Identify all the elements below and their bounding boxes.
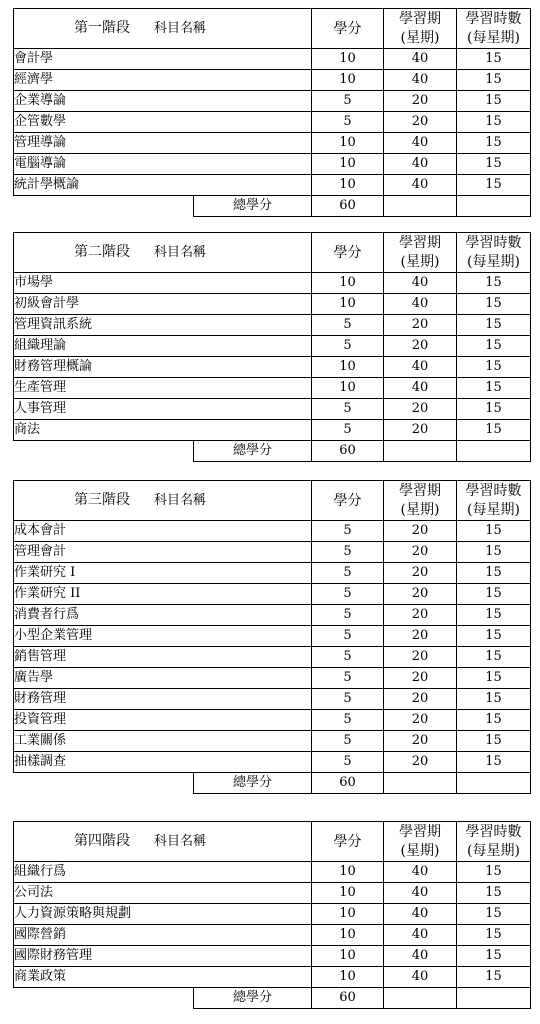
total-hours-empty (457, 196, 531, 217)
total-weeks-empty (384, 988, 457, 1009)
total-spacer (14, 196, 194, 217)
course-hours: 15 (457, 563, 531, 584)
course-hours: 15 (457, 336, 531, 357)
hours-header-line2: (每星期) (467, 843, 520, 859)
course-weeks: 20 (384, 420, 457, 441)
hours-header-line1: 學習時數 (465, 11, 522, 27)
stage-table (13, 821, 531, 1009)
course-hours: 15 (457, 752, 531, 773)
course-weeks: 40 (384, 273, 457, 294)
total-hours-empty (457, 773, 531, 794)
course-name: 工業關係 (14, 731, 312, 752)
course-hours: 15 (457, 668, 531, 689)
course-credits: 5 (312, 399, 384, 420)
total-spacer (14, 988, 194, 1009)
course-name: 國際財務管理 (14, 946, 312, 967)
subject-header: 科目名稱 (154, 834, 207, 849)
stage-name: 第二階段 (74, 244, 130, 260)
course-row (14, 904, 531, 925)
total-row (14, 196, 531, 217)
course-credits: 10 (312, 925, 384, 946)
subject-header: 科目名稱 (154, 493, 207, 508)
hours-header-line1: 學習時數 (465, 824, 522, 840)
total-credits: 60 (312, 196, 384, 217)
course-hours: 15 (457, 967, 531, 988)
stage-table (13, 232, 531, 462)
credits-header: 學分 (312, 233, 384, 273)
course-credits: 10 (312, 357, 384, 378)
course-hours: 15 (457, 710, 531, 731)
course-row (14, 668, 531, 689)
course-row (14, 49, 531, 70)
course-row (14, 70, 531, 91)
course-weeks: 40 (384, 49, 457, 70)
stage-header-row (14, 233, 531, 273)
subject-header: 科目名稱 (154, 245, 207, 260)
course-hours: 15 (457, 626, 531, 647)
course-name: 會計學 (14, 49, 312, 70)
total-row (14, 988, 531, 1009)
weeks-header-line1: 學習期 (399, 824, 442, 840)
course-weeks: 20 (384, 584, 457, 605)
hours-header-line2: (每星期) (467, 30, 520, 46)
course-hours: 15 (457, 133, 531, 154)
course-row (14, 542, 531, 563)
course-name: 投資管理 (14, 710, 312, 731)
course-weeks: 20 (384, 731, 457, 752)
course-hours: 15 (457, 70, 531, 91)
total-spacer (14, 441, 194, 462)
course-credits: 5 (312, 605, 384, 626)
course-row (14, 584, 531, 605)
course-hours: 15 (457, 542, 531, 563)
weeks-header (384, 822, 457, 862)
course-row (14, 294, 531, 315)
course-hours: 15 (457, 91, 531, 112)
stage-header-cell (14, 9, 312, 49)
course-weeks: 20 (384, 752, 457, 773)
course-credits: 10 (312, 294, 384, 315)
course-credits: 10 (312, 133, 384, 154)
course-name: 企業導論 (14, 91, 312, 112)
course-credits: 10 (312, 49, 384, 70)
stage-table (13, 480, 531, 794)
course-row (14, 946, 531, 967)
course-credits: 5 (312, 689, 384, 710)
course-weeks: 20 (384, 563, 457, 584)
course-name: 組織行爲 (14, 862, 312, 883)
course-name: 人力資源策略與規劃 (14, 904, 312, 925)
hours-header (457, 9, 531, 49)
course-credits: 5 (312, 542, 384, 563)
course-name: 人事管理 (14, 399, 312, 420)
course-row (14, 133, 531, 154)
course-name: 國際營銷 (14, 925, 312, 946)
hours-header (457, 233, 531, 273)
course-row (14, 521, 531, 542)
course-weeks: 40 (384, 883, 457, 904)
course-row (14, 689, 531, 710)
stage-name: 第三階段 (74, 492, 130, 508)
course-weeks: 20 (384, 91, 457, 112)
course-hours: 15 (457, 154, 531, 175)
course-name: 電腦導論 (14, 154, 312, 175)
course-row (14, 752, 531, 773)
weeks-header-line2: (星期) (400, 30, 440, 46)
course-credits: 5 (312, 647, 384, 668)
course-weeks: 20 (384, 626, 457, 647)
total-label: 總學分 (194, 196, 312, 217)
total-credits: 60 (312, 988, 384, 1009)
course-weeks: 20 (384, 112, 457, 133)
course-name: 公司法 (14, 883, 312, 904)
course-hours: 15 (457, 315, 531, 336)
course-name: 廣告學 (14, 668, 312, 689)
course-row (14, 626, 531, 647)
total-credits: 60 (312, 773, 384, 794)
hours-header-line1: 學習時數 (465, 235, 522, 251)
course-credits: 10 (312, 70, 384, 91)
course-row (14, 315, 531, 336)
course-row (14, 647, 531, 668)
course-hours: 15 (457, 294, 531, 315)
course-weeks: 40 (384, 946, 457, 967)
course-weeks: 40 (384, 904, 457, 925)
weeks-header (384, 9, 457, 49)
hours-header-line2: (每星期) (467, 254, 520, 270)
course-weeks: 40 (384, 357, 457, 378)
credits-header: 學分 (312, 481, 384, 521)
course-weeks: 40 (384, 154, 457, 175)
course-row (14, 967, 531, 988)
course-credits: 5 (312, 668, 384, 689)
course-credits: 10 (312, 883, 384, 904)
course-weeks: 20 (384, 689, 457, 710)
course-hours: 15 (457, 883, 531, 904)
course-name: 管理會計 (14, 542, 312, 563)
course-weeks: 40 (384, 70, 457, 91)
course-weeks: 40 (384, 378, 457, 399)
course-row (14, 175, 531, 196)
course-credits: 5 (312, 315, 384, 336)
total-credits: 60 (312, 441, 384, 462)
course-row (14, 273, 531, 294)
course-name: 抽樣調查 (14, 752, 312, 773)
stage-name: 第四階段 (74, 833, 130, 849)
course-row (14, 925, 531, 946)
course-row (14, 710, 531, 731)
course-credits: 5 (312, 112, 384, 133)
weeks-header-line2: (星期) (400, 502, 440, 518)
total-weeks-empty (384, 441, 457, 462)
course-row (14, 563, 531, 584)
course-credits: 5 (312, 710, 384, 731)
course-credits: 5 (312, 731, 384, 752)
course-credits: 10 (312, 904, 384, 925)
course-weeks: 20 (384, 521, 457, 542)
total-hours-empty (457, 441, 531, 462)
total-row (14, 441, 531, 462)
total-row (14, 773, 531, 794)
weeks-header-line2: (星期) (400, 843, 440, 859)
course-credits: 5 (312, 521, 384, 542)
course-name: 銷售管理 (14, 647, 312, 668)
course-name: 市場學 (14, 273, 312, 294)
course-name: 作業研究 II (14, 584, 312, 605)
course-weeks: 40 (384, 294, 457, 315)
total-spacer (14, 773, 194, 794)
course-hours: 15 (457, 112, 531, 133)
course-name: 小型企業管理 (14, 626, 312, 647)
weeks-header-line1: 學習期 (399, 235, 442, 251)
hours-header-line1: 學習時數 (465, 483, 522, 499)
weeks-header-line1: 學習期 (399, 483, 442, 499)
weeks-header-line2: (星期) (400, 254, 440, 270)
course-name: 財務管理 (14, 689, 312, 710)
hours-header (457, 481, 531, 521)
course-name: 生產管理 (14, 378, 312, 399)
course-credits: 10 (312, 175, 384, 196)
course-weeks: 40 (384, 967, 457, 988)
course-hours: 15 (457, 175, 531, 196)
hours-header (457, 822, 531, 862)
course-hours: 15 (457, 862, 531, 883)
course-hours: 15 (457, 273, 531, 294)
course-name: 初級會計學 (14, 294, 312, 315)
course-hours: 15 (457, 584, 531, 605)
course-credits: 10 (312, 273, 384, 294)
stage-header-cell (14, 233, 312, 273)
hours-header-line2: (每星期) (467, 502, 520, 518)
credits-header: 學分 (312, 9, 384, 49)
course-name: 經濟學 (14, 70, 312, 91)
course-credits: 5 (312, 336, 384, 357)
course-weeks: 20 (384, 710, 457, 731)
course-weeks: 40 (384, 175, 457, 196)
stage-header-row (14, 9, 531, 49)
total-label: 總學分 (194, 441, 312, 462)
course-weeks: 40 (384, 925, 457, 946)
stage-header-row (14, 481, 531, 521)
course-weeks: 40 (384, 133, 457, 154)
subject-header: 科目名稱 (154, 21, 207, 36)
course-weeks: 20 (384, 542, 457, 563)
course-row (14, 112, 531, 133)
course-row (14, 357, 531, 378)
course-name: 成本會計 (14, 521, 312, 542)
course-hours: 15 (457, 605, 531, 626)
total-label: 總學分 (194, 988, 312, 1009)
course-hours: 15 (457, 378, 531, 399)
course-name: 商業政策 (14, 967, 312, 988)
total-weeks-empty (384, 773, 457, 794)
course-name: 組織理論 (14, 336, 312, 357)
course-name: 作業研究 I (14, 563, 312, 584)
course-hours: 15 (457, 521, 531, 542)
course-hours: 15 (457, 904, 531, 925)
course-credits: 10 (312, 967, 384, 988)
stage-name: 第一階段 (74, 20, 130, 36)
course-credits: 10 (312, 378, 384, 399)
course-name: 管理資訊系統 (14, 315, 312, 336)
course-weeks: 40 (384, 862, 457, 883)
course-credits: 10 (312, 862, 384, 883)
course-row (14, 91, 531, 112)
course-name: 統計學概論 (14, 175, 312, 196)
course-weeks: 20 (384, 668, 457, 689)
course-hours: 15 (457, 647, 531, 668)
course-row (14, 336, 531, 357)
course-credits: 5 (312, 91, 384, 112)
stage-table (13, 8, 531, 217)
course-credits: 5 (312, 752, 384, 773)
course-weeks: 20 (384, 605, 457, 626)
course-weeks: 20 (384, 336, 457, 357)
course-credits: 5 (312, 626, 384, 647)
total-weeks-empty (384, 196, 457, 217)
course-row (14, 399, 531, 420)
course-row (14, 883, 531, 904)
course-row (14, 420, 531, 441)
course-credits: 10 (312, 154, 384, 175)
stage-header-cell (14, 481, 312, 521)
course-weeks: 20 (384, 399, 457, 420)
course-credits: 5 (312, 563, 384, 584)
total-hours-empty (457, 988, 531, 1009)
total-label: 總學分 (194, 773, 312, 794)
course-hours: 15 (457, 49, 531, 70)
course-name: 管理導論 (14, 133, 312, 154)
course-name: 消費者行爲 (14, 605, 312, 626)
course-name: 財務管理概論 (14, 357, 312, 378)
course-row (14, 378, 531, 399)
course-weeks: 20 (384, 647, 457, 668)
credits-header: 學分 (312, 822, 384, 862)
course-name: 企管數學 (14, 112, 312, 133)
course-credits: 5 (312, 584, 384, 605)
course-hours: 15 (457, 946, 531, 967)
course-hours: 15 (457, 925, 531, 946)
course-credits: 10 (312, 946, 384, 967)
course-weeks: 20 (384, 315, 457, 336)
stage-header-row (14, 822, 531, 862)
weeks-header-line1: 學習期 (399, 11, 442, 27)
weeks-header (384, 233, 457, 273)
course-hours: 15 (457, 399, 531, 420)
course-hours: 15 (457, 420, 531, 441)
course-hours: 15 (457, 357, 531, 378)
weeks-header (384, 481, 457, 521)
course-row (14, 154, 531, 175)
course-row (14, 731, 531, 752)
stage-header-cell (14, 822, 312, 862)
course-name: 商法 (14, 420, 312, 441)
course-hours: 15 (457, 689, 531, 710)
course-row (14, 605, 531, 626)
course-hours: 15 (457, 731, 531, 752)
course-credits: 5 (312, 420, 384, 441)
course-row (14, 862, 531, 883)
